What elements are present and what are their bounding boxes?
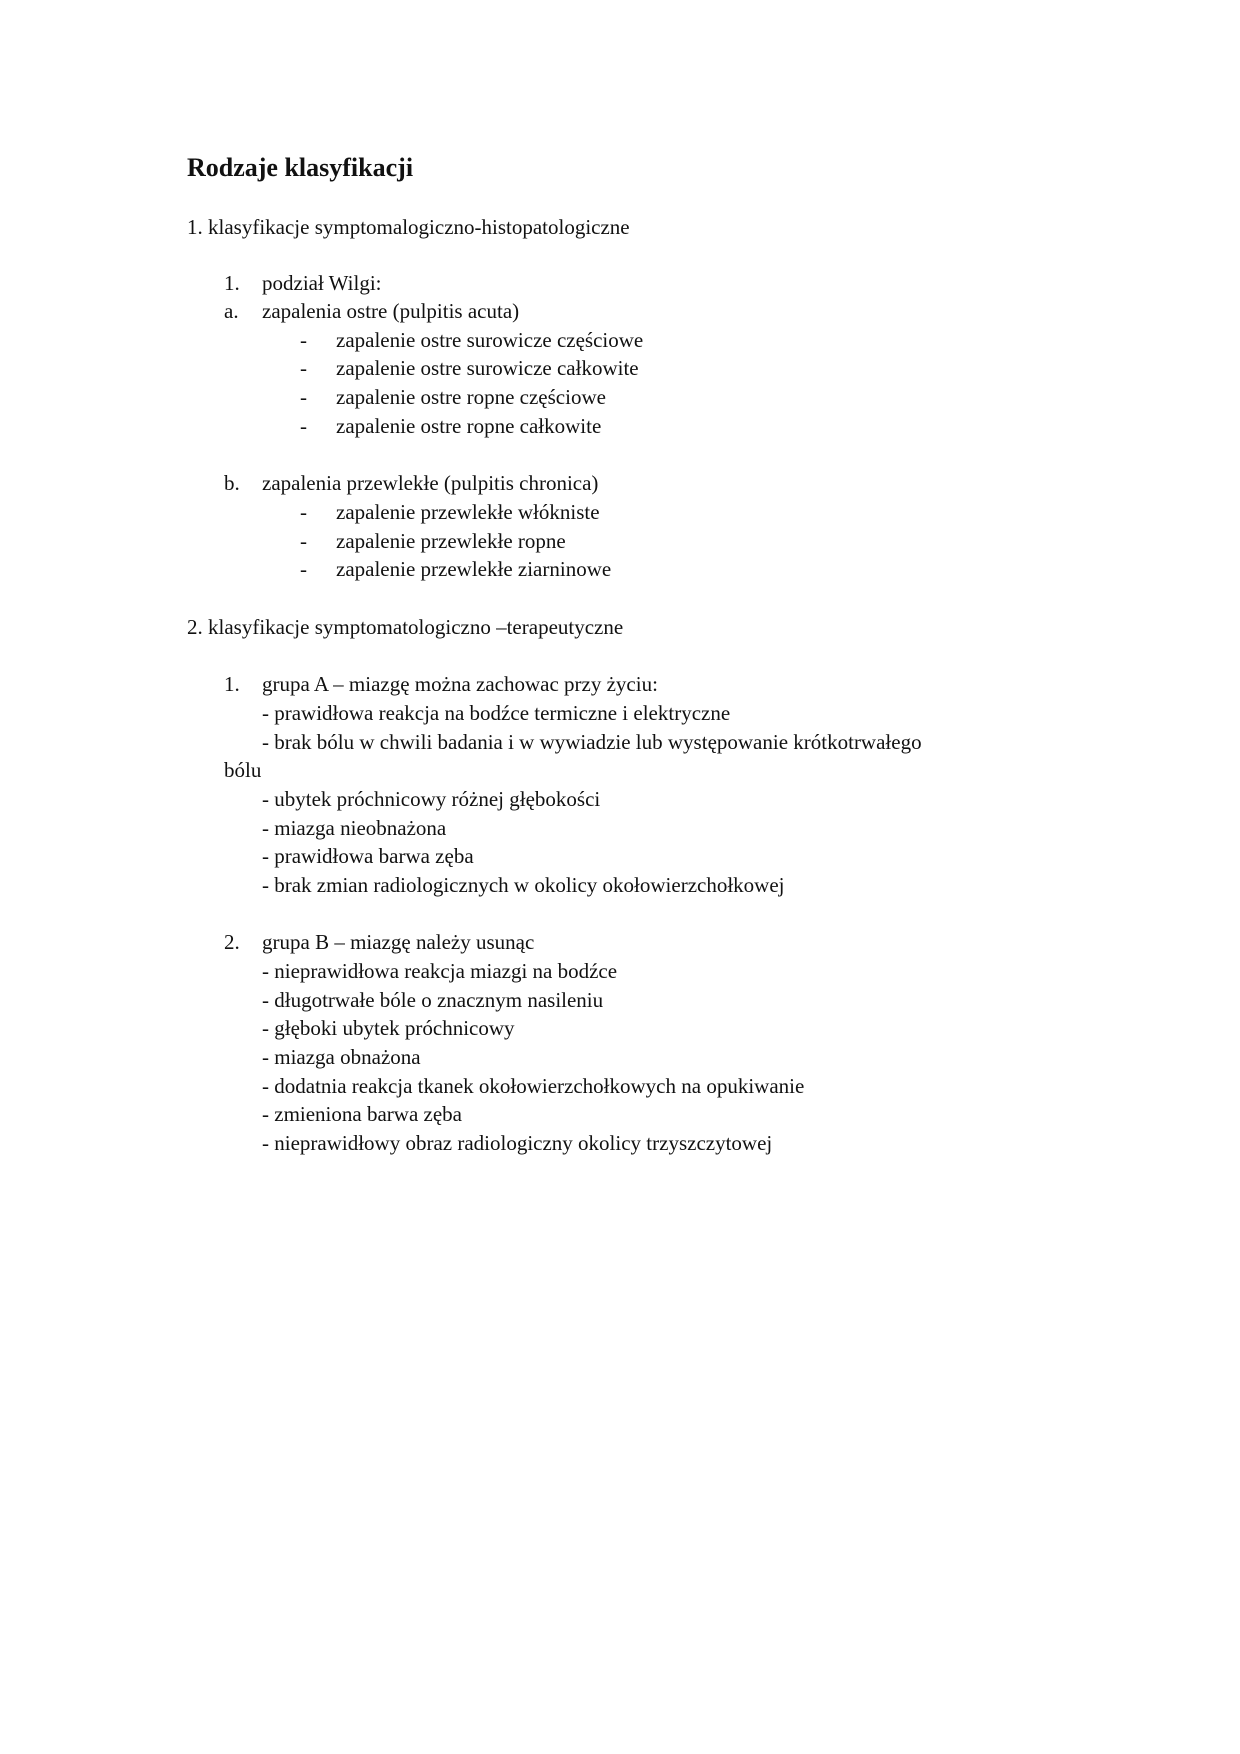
group-a-item-wrap: bólu bbox=[224, 758, 262, 782]
group-b-heading: grupa B – miazgę należy usunąc bbox=[262, 930, 535, 954]
group-b-item: - dodatnia reakcja tkanek okołowierzchołkowych na opukiwanie bbox=[262, 1074, 805, 1098]
bullet-dash: - bbox=[300, 328, 307, 352]
group-a-item: - prawidłowa reakcja na bodźce termiczne i elektryczne bbox=[262, 701, 731, 725]
list-item-zapalenia-przewlekle: zapalenia przewlekłe (pulpitis chronica) bbox=[262, 471, 599, 495]
bullet-item: zapalenie ostre surowicze częściowe bbox=[336, 328, 644, 352]
group-b-item: - zmieniona barwa zęba bbox=[262, 1102, 462, 1126]
list-marker: 1. bbox=[224, 271, 240, 295]
group-a-item: - brak zmian radiologicznych w okolicy okołowierzchołkowej bbox=[262, 873, 785, 897]
bullet-item: zapalenie ostre surowicze całkowite bbox=[336, 356, 639, 380]
group-b-item: - nieprawidłowy obraz radiologiczny okolicy trzyszczytowej bbox=[262, 1131, 773, 1155]
group-b-item: - głęboki ubytek próchnicowy bbox=[262, 1016, 515, 1040]
section-1-heading: 1. klasyfikacje symptomalogiczno-histopatologiczne bbox=[187, 215, 630, 239]
group-b-item: - nieprawidłowa reakcja miazgi na bodźce bbox=[262, 959, 618, 983]
bullet-item: zapalenie przewlekłe ziarninowe bbox=[336, 557, 612, 581]
group-b-item: - długotrwałe bóle o znacznym nasileniu bbox=[262, 988, 604, 1012]
list-marker: 1. bbox=[224, 672, 240, 696]
group-a-item: - brak bólu w chwili badania i w wywiadzie lub występowanie krótkotrwałego bbox=[262, 730, 922, 754]
group-a-item: - miazga nieobnażona bbox=[262, 816, 447, 840]
bullet-item: zapalenie przewlekłe włókniste bbox=[336, 500, 600, 524]
list-item-zapalenia-ostre: zapalenia ostre (pulpitis acuta) bbox=[262, 299, 520, 323]
list-item-podzial-wilgi: podział Wilgi: bbox=[262, 271, 382, 295]
bullet-dash: - bbox=[300, 385, 307, 409]
group-a-item: - prawidłowa barwa zęba bbox=[262, 844, 474, 868]
list-marker: b. bbox=[224, 471, 240, 495]
bullet-item: zapalenie przewlekłe ropne bbox=[336, 529, 566, 553]
group-a-item: - ubytek próchnicowy różnej głębokości bbox=[262, 787, 601, 811]
bullet-item: zapalenie ostre ropne częściowe bbox=[336, 385, 606, 409]
bullet-dash: - bbox=[300, 414, 307, 438]
group-b-item: - miazga obnażona bbox=[262, 1045, 421, 1069]
document-title: Rodzaje klasyfikacji bbox=[187, 153, 414, 182]
bullet-dash: - bbox=[300, 557, 307, 581]
group-a-heading: grupa A – miazgę można zachowac przy życiu: bbox=[262, 672, 658, 696]
bullet-dash: - bbox=[300, 529, 307, 553]
bullet-dash: - bbox=[300, 356, 307, 380]
list-marker: 2. bbox=[224, 930, 240, 954]
list-marker: a. bbox=[224, 299, 239, 323]
section-2-heading: 2. klasyfikacje symptomatologiczno –terapeutyczne bbox=[187, 615, 624, 639]
bullet-dash: - bbox=[300, 500, 307, 524]
bullet-item: zapalenie ostre ropne całkowite bbox=[336, 414, 602, 438]
